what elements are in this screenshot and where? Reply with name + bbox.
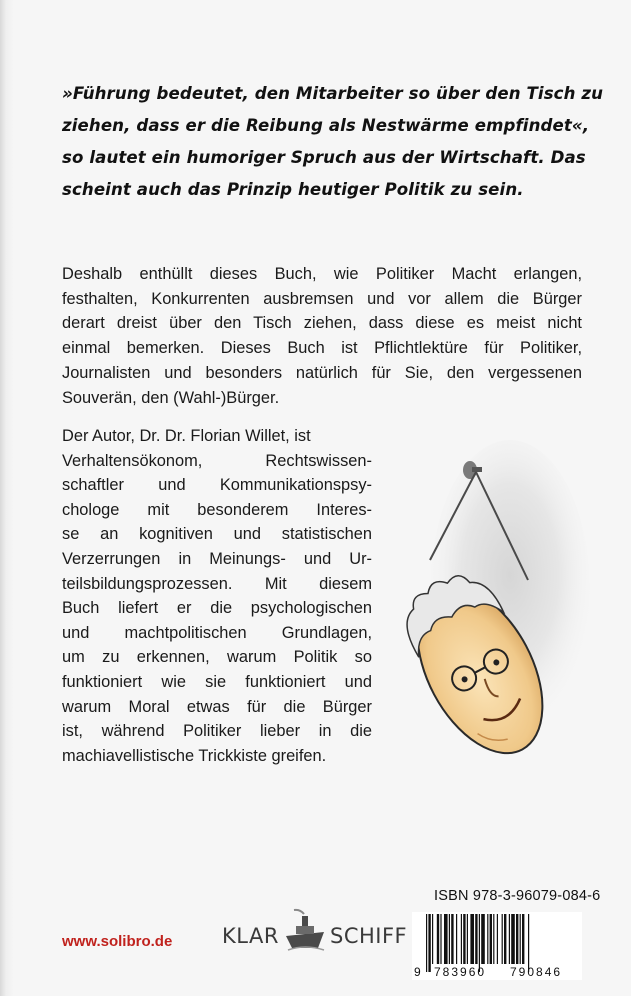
barcode-bar	[509, 914, 510, 964]
barcode-digit-first: 9	[414, 965, 421, 979]
barcode-bar	[493, 914, 494, 964]
barcode-bar	[528, 914, 529, 972]
logo-text-right: SCHIFF	[330, 924, 408, 948]
bio-line: funktioniert wie sie funktioniert und	[62, 672, 372, 691]
barcode-bar	[432, 914, 433, 964]
barcode-bar	[426, 914, 427, 972]
bio-line: Der Autor, Dr. Dr. Florian Willet, ist	[62, 427, 311, 445]
quote-line: so lautet ein humoriger Spruch aus der Wirtschaft. Das	[62, 148, 586, 167]
quote-line: ziehen, dass er die Reibung als Nestwärme empfindet«,	[62, 116, 590, 135]
quote-line: »Führung bedeutet, den Mitarbeiter so über den Tisch zu	[62, 84, 604, 103]
barcode-digits-left: 783960	[434, 965, 487, 979]
book-description	[62, 262, 582, 410]
description-line: einmal bemerken. Dieses Buch ist Pflichtlektüre für Politiker,	[62, 339, 582, 358]
barcode-digits-right: 790846	[510, 965, 563, 979]
bio-line: um zu erkennen, warum Politik so	[62, 648, 372, 667]
author-caricature-illustration	[400, 440, 590, 780]
barcode-bar	[490, 914, 492, 964]
barcode-bar	[461, 914, 462, 964]
description-line: Journalisten und besonders natürlich für Sie, den vergessenen	[62, 363, 582, 382]
description-line: festhalten, Konkurrenten ausbremsen und vor allem die Bürger	[62, 289, 582, 308]
barcode-bar	[511, 914, 515, 964]
barcode-bar	[428, 914, 430, 972]
bio-line: ist, während Politiker lieber in die	[62, 722, 372, 741]
publisher-website-link[interactable]: www.solibro.de	[62, 933, 173, 950]
barcode-bar	[516, 914, 518, 964]
logo-text-left: KLAR	[222, 924, 279, 948]
bio-line: und machtpolitischen Grundlagen,	[62, 623, 372, 642]
isbn-label: ISBN 978-3-96079-084-6	[434, 888, 601, 904]
isbn-barcode	[412, 912, 582, 980]
barcode-bar	[479, 914, 480, 972]
bio-line: Verzerrungen in Meinungs- und Ur-	[62, 549, 372, 568]
tagline-quote	[62, 78, 604, 206]
barcode-bar	[440, 914, 441, 964]
barcode-bar	[502, 914, 503, 964]
ship-icon	[282, 906, 328, 952]
barcode-bar	[456, 914, 457, 964]
barcode-bar	[449, 914, 450, 964]
bio-line: se an kognitiven und statistischen	[62, 525, 372, 544]
barcode-bar	[504, 914, 506, 964]
barcode-bar	[437, 914, 439, 964]
barcode-bar	[475, 914, 477, 964]
bio-line: machiavellistische Trickkiste greifen.	[62, 746, 327, 765]
bio-line: Verhaltensökonom, Rechtswissen-	[62, 451, 372, 470]
barcode-bar	[487, 914, 488, 964]
bio-line: warum Moral etwas für die Bürger	[62, 697, 372, 716]
barcode-bar	[522, 914, 524, 964]
bio-line: teilsbildungsprozessen. Mit diesem	[62, 574, 372, 593]
author-bio	[62, 424, 372, 768]
barcode-bar	[444, 914, 448, 964]
barcode-bar	[463, 914, 465, 964]
barcode-bar	[481, 914, 485, 964]
description-line: Deshalb enthüllt dieses Buch, wie Politiker Macht erlangen,	[62, 265, 582, 283]
bio-line: Buch liefert er die psychologischen	[62, 599, 372, 618]
barcode-bar	[451, 914, 453, 964]
barcode-bar	[467, 914, 468, 964]
description-line: Souverän, den (Wahl-)Bürger.	[62, 388, 280, 407]
barcode-bar	[520, 914, 521, 964]
description-line: derart dreist über den Tisch ziehen, dass diese es meist nicht	[62, 314, 582, 333]
bio-line: chologe mit besonderem Interes-	[62, 500, 372, 519]
barcode-bar	[470, 914, 474, 964]
klarschiff-logo	[222, 906, 412, 960]
quote-line: scheint auch das Prinzip heutiger Politik zu sein.	[62, 180, 524, 199]
bio-line: schaftler und Kommunikationspsy-	[62, 476, 372, 495]
barcode-bar	[497, 914, 498, 964]
